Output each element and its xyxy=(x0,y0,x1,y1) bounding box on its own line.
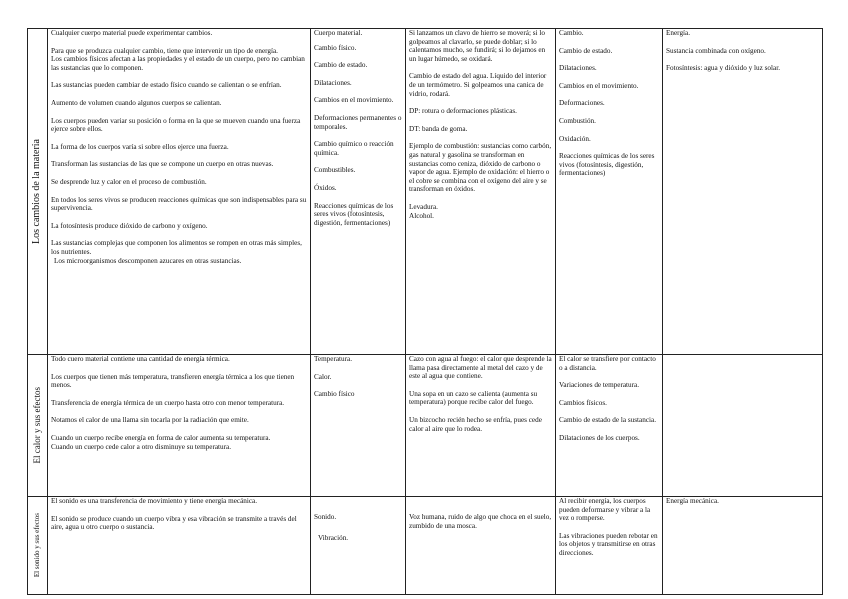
list-item: Cambio. xyxy=(559,29,584,37)
list-item: Ejemplo de combustión: sustancias como carbón, gas natural y gasolina se transforman en sustancias como ceniza, dióxido de carbono o vapor de agua. Ejemplo de oxidación: el hierro o el cobre se combina con el oxígeno del aire y se transforman en óxidos. xyxy=(409,142,552,194)
content-table xyxy=(27,28,823,595)
list-item: Combustibles. xyxy=(314,166,356,175)
list-item: Deformaciones. xyxy=(559,99,605,108)
list-item: Dilataciones. xyxy=(559,64,597,73)
list-item: Al recibir energía, los cuerpos pueden deformarse y vibrar a la vez o romperse. xyxy=(559,497,651,523)
list-item: Si lanzamos un clavo de hierro se moverá; si lo golpeamos al clavarlo, se puede doblar; si lo calentamos mucho, se fundirá; si lo dejamos en un lugar húmedo, se oxidará. xyxy=(409,29,546,63)
table-row-cambios-materia xyxy=(28,29,823,355)
list-item: Los cambios físicos afectan a las propiedades y el estado de un cuerpo, pero no cambian las sustancias que lo componen. xyxy=(51,55,305,72)
examples-cell xyxy=(406,29,556,355)
terms-cell xyxy=(311,29,406,355)
list-item: Una sopa en un cazo se calienta (aumenta su temperatura) porque recibe calor del fuego. xyxy=(409,389,538,407)
list-item: Cazo con agua al fuego: el calor que desprende la llama pasa directamente al metal del cazo y de este al agua que contiene. xyxy=(409,355,552,381)
list-item: Cambios físicos. xyxy=(559,398,607,407)
list-item: En todos los seres vivos se producen reacciones químicas que son indispensables para su supervivencia. xyxy=(51,195,307,213)
list-item: El sonido es una transferencia de movimiento y tiene energía mecánica. xyxy=(51,497,258,505)
section-label: El sonido y sus efectos xyxy=(33,513,42,578)
list-item: Transforman las sustancias de las que se compone un cuerpo en otras nuevas. xyxy=(51,160,274,169)
notes-cell xyxy=(663,29,823,355)
list-item: Se desprende luz y calor en el proceso de combustión. xyxy=(51,177,207,186)
section-label: El calor y sus efectos xyxy=(32,387,43,464)
list-item: Vibración. xyxy=(318,533,349,542)
list-item: Dilataciones. xyxy=(314,78,352,87)
list-item: La forma de los cuerpos varía si sobre ellos ejerce una fuerza. xyxy=(51,142,229,151)
list-item: Sustancia combinada con oxígeno. xyxy=(666,46,766,55)
list-item: Voz humana, ruido de algo que choca en el suelo, zumbido de una mosca. xyxy=(409,513,552,530)
list-item: El sonido se produce cuando un cuerpo vibra y esa vibración se transmite a través del aire, agua u otro cuerpo o sustancia. xyxy=(51,514,297,532)
notes-cell xyxy=(663,355,823,497)
list-item: Variaciones de temperatura. xyxy=(559,381,640,390)
list-item: Las vibraciones pueden rebotar en los objetos y transmitirse en otras direcciones. xyxy=(559,531,658,557)
list-item: Transferencia de energía térmica de un cuerpo hasta otro con menor temperatura. xyxy=(51,398,285,407)
list-item: Para que se produzca cualquier cambio, tiene que intervenir un tipo de energía. xyxy=(51,46,278,55)
list-item: Cambio de estado de la sustancia. xyxy=(559,416,657,425)
list-item: Oxidación. xyxy=(559,134,591,143)
list-item: Sonido. xyxy=(314,513,337,521)
section-label: Los cambios de la materia xyxy=(31,139,43,244)
keywords-cell xyxy=(556,29,663,355)
list-item: Calor. xyxy=(314,372,332,381)
concepts-cell xyxy=(48,497,311,595)
list-item: Aumento de volumen cuando algunos cuerpos se calientan. xyxy=(51,98,222,107)
list-item: Cuando un cuerpo cede calor a otro disminuye su temperatura. xyxy=(51,442,232,451)
list-item: Los cuerpos pueden variar su posición o forma en la que se mueven cuando una fuerza ejerce sobre ellos. xyxy=(51,116,301,134)
list-item: Reacciones químicas de los seres vivos (fotosíntesis, digestión, fermentaciones) xyxy=(314,201,394,227)
list-item: Cuerpo material. xyxy=(314,29,363,37)
keywords-cell xyxy=(556,355,663,497)
list-item: Combustión. xyxy=(559,116,596,125)
section-label-cell xyxy=(28,29,48,355)
list-item: Cambio de estado. xyxy=(559,46,613,55)
notes-cell xyxy=(663,497,823,595)
table-row-calor xyxy=(28,355,823,497)
concepts-cell xyxy=(48,355,311,497)
list-item: Energía mecánica. xyxy=(666,497,719,505)
list-item: Todo cuero material contiene una cantidad de energía térmica. xyxy=(51,355,230,363)
terms-cell xyxy=(311,355,406,497)
list-item: Dilataciones de los cuerpos. xyxy=(559,433,640,442)
list-item: Energía. xyxy=(666,29,691,37)
list-item: Fotosíntesis: agua y dióxido y luz solar. xyxy=(666,64,780,73)
list-item: Las sustancias complejas que componen los alimentos se rompen en otras más simples, los nutrientes. xyxy=(51,239,302,256)
list-item: Cuando un cuerpo recibe energía en forma de calor aumenta su temperatura. xyxy=(51,433,271,442)
list-item: Las sustancias pueden cambiar de estado físico cuando se calientan o se enfrían. xyxy=(51,81,282,90)
section-label-cell xyxy=(28,355,48,497)
concepts-cell xyxy=(48,29,311,355)
list-item: La fotosíntesis produce dióxido de carbono y oxígeno. xyxy=(51,221,208,230)
list-item: Temperatura. xyxy=(314,355,353,363)
list-item: Cambio químico o reacción química. xyxy=(314,140,394,157)
list-item: Cambios en el movimiento. xyxy=(314,96,394,105)
list-item: Notamos el calor de una llama sin tocarla por la radiación que emite. xyxy=(51,416,249,425)
list-item: Deformaciones permanentes o temporales. xyxy=(314,113,402,131)
terms-cell xyxy=(311,497,406,595)
list-item: Cambio físico xyxy=(314,390,355,399)
list-item: Cambio de estado del agua. Líquido del interior de un termómetro. Si golpeamos una canica de vidrio, rodará. xyxy=(409,72,547,98)
list-item: El calor se transfiere por contacto o a distancia. xyxy=(559,355,656,372)
section-label-cell xyxy=(28,497,48,595)
list-item: Los cuerpos que tienen más temperatura, transfieren energía térmica a los que tienen menos. xyxy=(51,372,295,390)
list-item: Reacciones químicas de los seres vivos (fotosíntesis, digestión, fermentaciones) xyxy=(559,152,655,178)
list-item: Cambios en el movimiento. xyxy=(559,81,639,90)
list-item: Los microorganismos descomponen azucares en otras sustancias. xyxy=(54,256,242,265)
list-item: Un bizcocho recién hecho se enfría, pues cede calor al aire que lo rodea. xyxy=(409,415,542,433)
list-item: Cualquier cuerpo material puede experimentar cambios. xyxy=(51,29,213,37)
keywords-cell xyxy=(556,497,663,595)
examples-cell xyxy=(406,497,556,595)
list-item: Cambio de estado. xyxy=(314,61,368,70)
table-row-sonido xyxy=(28,497,823,595)
list-item: Levadura. Alcohol. xyxy=(409,202,438,220)
list-item: Cambio físico. xyxy=(314,43,357,52)
list-item: DT: banda de goma. xyxy=(409,124,468,133)
list-item: Óxidos. xyxy=(314,183,337,192)
list-item: DP: rotura o deformaciones plásticas. xyxy=(409,107,517,116)
examples-cell xyxy=(406,355,556,497)
